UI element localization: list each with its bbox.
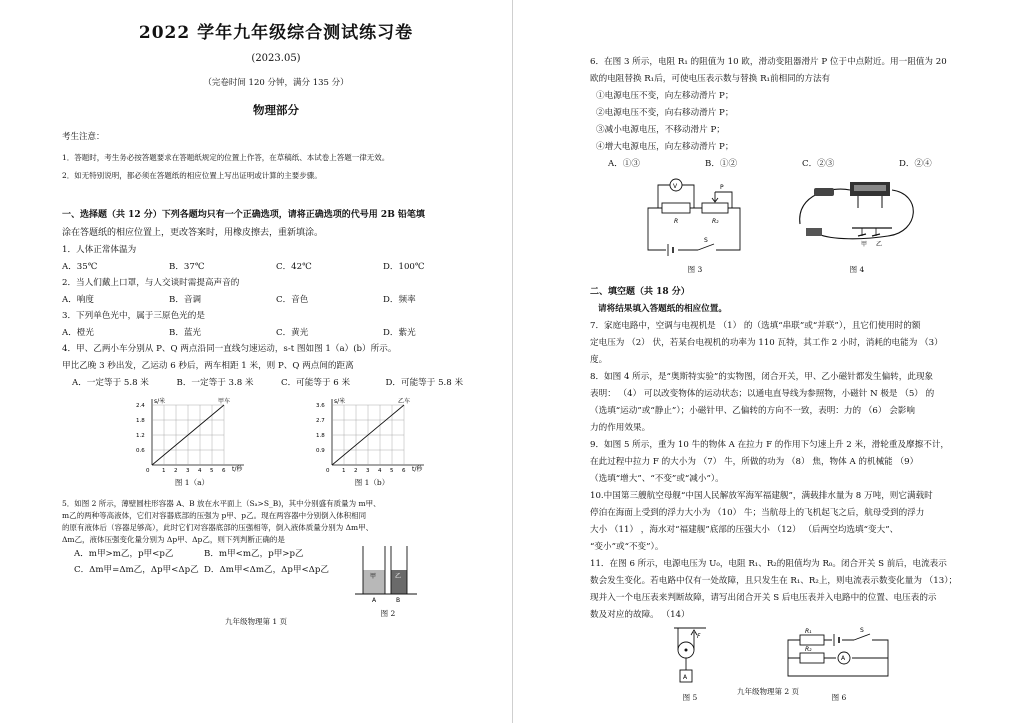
graph-b-ylabel: s/米 [334, 398, 346, 405]
st-graph-b [312, 395, 432, 473]
right-page-footer: 九年级物理第 2 页 [736, 687, 800, 696]
question-11-line-4: 数及对应的故障。 （14） [590, 610, 690, 620]
question-11-line-3: 现并入一个电压表来判断故障，请写出闭合开关 S 后电压表并入电路中的位置、电压表的示 [590, 593, 937, 603]
question-8-line-3: （选填“运动”或“静止”）；小磁针甲、乙偏转的方向不一致，表明：力的 （6） 会影响 [590, 406, 915, 416]
question-1-stem: 1．人体正常体温为 [62, 245, 137, 255]
section2-instruction: 请将结果填入答题纸的相应位置。 [598, 304, 727, 314]
x-tick: 0 [146, 468, 150, 473]
question-11-line-2: 数会发生变化。若电路中仅有一处故障，且只发生在 R₁、R₂上，则电流表示数变化量为 （13）； [590, 576, 958, 586]
x-tick: 4 [198, 468, 202, 473]
y-tick: 2.4 [136, 403, 145, 409]
x-tick: 1 [342, 468, 346, 473]
question-5-line-1: 5．如图 2 所示，薄壁圆柱形容器 A、B 放在水平面上（Sₐ>S_B)，其中分别盛有质量为 m甲、 [62, 499, 381, 508]
question-7-line-1: 7．家庭电路中，空调与电视机是 （1） 的（选填“串联”或“并联”），且它们使用时的额 [590, 321, 921, 331]
question-1-options [62, 259, 490, 275]
slider-p-label: P [720, 184, 724, 191]
x-tick: 2 [174, 468, 178, 473]
exam-date: (2023.05) [251, 53, 301, 64]
switch-s-label: S [860, 627, 864, 634]
question-5-line-4: Δm乙，液体压强变化量分别为 Δp甲、Δp乙，则下列判断正确的是 [62, 535, 285, 544]
graph-b-xlabel: t/秒 [412, 466, 423, 473]
liquid-a-label: 甲 [370, 573, 377, 580]
x-tick: 0 [326, 468, 330, 473]
question-6-method-2: ②电源电压不变，向右移动滑片 P； [596, 108, 734, 118]
question-6-line-1: 6．在图 3 所示，电阻 R₁ 的阻值为 10 欧，滑动变阻器滑片 P 位于中点附近。用一阻值为 20 [590, 57, 947, 67]
x-tick: 6 [222, 468, 226, 473]
y-tick: 1.8 [136, 418, 145, 424]
block-a-label: A [683, 674, 688, 681]
graph-b-car: 乙车 [398, 398, 411, 405]
question-5-line-2: m乙的两种等高液体，它们对容器底部的压强为 p甲、p乙。现在两容器中分别倒入体积相同 [62, 511, 367, 520]
x-tick: 5 [210, 468, 214, 473]
question-10-line-4: “变小”或“不变”）。 [590, 542, 664, 552]
resistor-r1-label: R₁ [805, 628, 812, 635]
question-4-stem: 4．甲、乙两小车分别从 P、Q 两点沿同一直线匀速运动，s-t 图如图 1（a）(b）所示。 [62, 344, 397, 354]
figures-3-4 [590, 174, 996, 275]
option: D．Δm甲<Δm乙，Δp甲<Δp乙 [204, 565, 329, 575]
resistor-r2-label: R₂ [805, 646, 812, 653]
figure-1 [62, 395, 490, 488]
pulley-diagram [670, 626, 710, 688]
figure-1a [132, 395, 252, 488]
containers-diagram [353, 542, 423, 604]
question-6-method-4: ④增大电源电压，向左移动滑片 P； [596, 142, 734, 152]
option: C．②③ [802, 159, 835, 169]
section2-heading: 二、填空题（共 18 分） [590, 287, 690, 297]
section1-heading: 一、选择题（共 12 分）下列各题均只有一个正确选项，请将正确选项的代号用 2B 铅笔填 [62, 210, 425, 220]
question-9-line-2: 在此过程中拉力 F 的大小为 （7） 牛，所做的功为 （8） 焦，物体 A 的机械能 （9） [590, 457, 919, 467]
notice-heading: 考生注意： [62, 132, 105, 142]
option: B．音调 [169, 295, 202, 305]
question-9-line-1: 9．如图 5 所示，重为 10 牛的物体 A 在拉力 F 的作用下匀速上升 2 米，滑轮重及摩擦不计， [590, 440, 950, 450]
question-2-stem: 2．当人们戴上口罩，与人交谈时需提高声音的 [62, 278, 240, 288]
exam-title: 2022 学年九年级综合测试练习卷 [138, 23, 414, 43]
question-8-line-4: 力的作用效果。 [590, 423, 651, 433]
compass-a-label: 甲 [861, 241, 868, 248]
question-4-options [62, 375, 490, 391]
ammeter-label: A [841, 655, 846, 662]
option: A．35℃ [62, 262, 98, 272]
question-5-options-row-2 [62, 562, 347, 578]
switch-s-label: S [704, 237, 708, 244]
resistor-r2-label: R₂ [712, 218, 719, 225]
figure-3-caption: 图 3 [687, 265, 703, 274]
y-tick: 3.6 [316, 403, 325, 409]
question-9-line-3: （选填“增大”、“不变”或“减小”）。 [590, 474, 724, 484]
option: C．黄光 [276, 328, 309, 338]
option: C．42℃ [276, 262, 312, 272]
question-11-line-1: 11．在图 6 所示，电源电压为 U₀，电阻 R₁、R₂的阻值均为 R₀。闭合开关 S 前后，电流表示 [590, 559, 947, 569]
question-10-line-2: 停泊在海面上受到的浮力大小为 （10） 牛；当航母上的飞机起飞之后，航母受到的浮力 [590, 508, 925, 518]
notice-item-1: 1．答题时，考生务必按答题要求在答题纸规定的位置上作答，在草稿纸、本试卷上答题一律无效。 [62, 153, 390, 162]
option: A．m甲>m乙，p甲<p乙 [74, 549, 174, 559]
question-6-options [590, 156, 996, 172]
subject-title: 物理部分 [253, 103, 299, 117]
question-6-method-1: ①电源电压不变，向左移动滑片 P； [596, 91, 734, 101]
figure-1b-caption: 图 1（b） [354, 478, 390, 487]
x-tick: 4 [378, 468, 382, 473]
section1-heading-2: 涂在答题纸的相应位置上，更改答案时，用橡皮擦去，重新填涂。 [62, 228, 324, 238]
question-4-stem-2: 甲比乙晚 3 秒出发，乙运动 6 秒后，两车相距 1 米，则 P、Q 两点间的距离 [62, 361, 354, 371]
y-tick: 2.7 [316, 418, 325, 424]
container-b-label: B [396, 597, 401, 604]
y-tick: 0.6 [136, 448, 145, 454]
graph-a-xlabel: t/秒 [232, 466, 243, 473]
option: B．①② [705, 159, 738, 169]
option: A．①③ [608, 159, 640, 169]
graph-a-ylabel: s/米 [154, 398, 166, 405]
left-page-footer: 九年级物理第 1 页 [224, 617, 288, 626]
force-f-label: F [697, 633, 701, 640]
figure-5-caption: 图 5 [682, 693, 698, 702]
y-tick: 1.2 [136, 433, 145, 439]
x-tick: 3 [186, 468, 190, 473]
option: D．可能等于 5.8 米 [385, 378, 464, 388]
option: B．37℃ [169, 262, 205, 272]
figure-2 [353, 542, 423, 619]
container-a-label: A [372, 597, 377, 604]
option: C．音色 [276, 295, 309, 305]
question-6-method-3: ③减小电源电压，不移动滑片 P； [596, 125, 725, 135]
figure-2-caption: 图 2 [380, 609, 396, 618]
question-8-line-1: 8．如图 4 所示，是“奥斯特实验”的实物图，闭合开关，甲、乙小磁针都发生偏转，此现象 [590, 372, 934, 382]
question-6-line-2: 欧的电阻替换 R₁后，可使电压表示数与替换 R₁前相同的方法有 [590, 74, 831, 84]
option: D．②④ [899, 159, 932, 169]
x-tick: 1 [162, 468, 166, 473]
question-7-line-2: 定电压为 （2） 伏，若某台电视机的功率为 110 瓦特，其工作 2 小时，消耗的电能为 （3） [590, 338, 943, 348]
question-5-line-3: 的原有液体后（容器足够高），此时它们对容器底部的压强相等，倒入液体质量分别为 Δm甲、 [62, 523, 374, 532]
figure-1b [312, 395, 432, 488]
option: B．蓝光 [169, 328, 202, 338]
figure-3 [640, 174, 750, 275]
option: D．100℃ [383, 262, 425, 272]
right-page [512, 0, 1024, 723]
question-2-options [62, 292, 490, 308]
notice-item-2: 2．如无特别说明，都必须在答题纸的相应位置上写出证明或计算的主要步骤。 [62, 171, 322, 180]
option: B．一定等于 3.8 米 [176, 378, 254, 388]
y-tick: 1.8 [316, 433, 325, 439]
x-tick: 6 [402, 468, 406, 473]
question-10-line-3: 大小 （11） ，海水对“福建舰”底部的压强大小 （12） （后两空均选填“变大”、 [590, 525, 899, 535]
question-10-line-1: 10.中国第三艘航空母舰“中国人民解放军海军福建舰”，满载排水量为 8 万吨，则它满载时 [590, 491, 933, 501]
circuit-diagram-6 [780, 626, 898, 688]
question-7-line-3: 度。 [590, 355, 608, 365]
option: C．Δm甲=Δm乙，Δp甲<Δp乙 [74, 565, 199, 575]
resistor-r-label: R [674, 218, 679, 225]
graph-a-car: 甲车 [218, 398, 231, 405]
option: D．频率 [383, 295, 416, 305]
question-3-options [62, 325, 490, 341]
x-tick: 3 [366, 468, 370, 473]
question-8-line-2: 表明： （4） 可以改变物体的运动状态；以通电直导线为参照物，小磁针 N 极是 （5） 的 [590, 389, 935, 399]
question-5-options-row-1 [62, 546, 347, 562]
question-3-stem: 3．下列单色光中，属于三原色光的是 [62, 311, 205, 321]
option: B．m甲<m乙，p甲>p乙 [204, 549, 304, 559]
option: A．橙光 [62, 328, 94, 338]
figure-4 [792, 174, 922, 275]
compass-b-label: 乙 [876, 241, 883, 248]
figure-1a-caption: 图 1（a） [174, 478, 210, 487]
figure-4-caption: 图 4 [849, 265, 865, 274]
option: C．可能等于 6 米 [281, 378, 351, 388]
liquid-b-label: 乙 [395, 573, 402, 580]
circuit-diagram-3 [640, 174, 750, 260]
option: A．一定等于 5.8 米 [72, 378, 149, 388]
y-tick: 0.9 [316, 448, 325, 454]
oersted-experiment [792, 174, 922, 260]
figure-6-caption: 图 6 [831, 693, 847, 702]
exam-info: （完卷时间 120 分钟，满分 135 分） [203, 78, 349, 88]
x-tick: 5 [390, 468, 394, 473]
x-tick: 2 [354, 468, 358, 473]
st-graph-a [132, 395, 252, 473]
option: D．紫光 [383, 328, 416, 338]
voltmeter-label: V [673, 183, 678, 190]
option: A．响度 [62, 295, 94, 305]
